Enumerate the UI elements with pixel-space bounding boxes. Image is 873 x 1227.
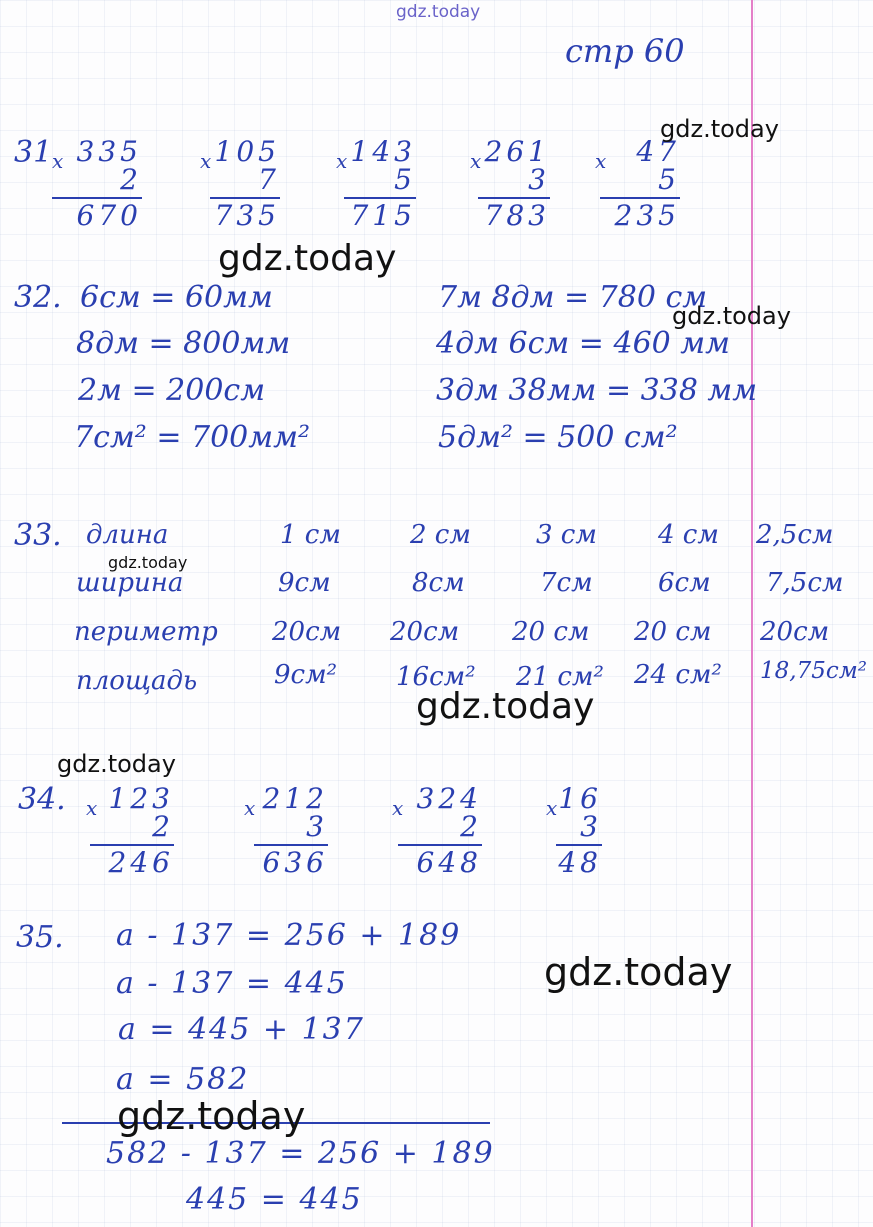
multiplier: 7 xyxy=(258,163,280,196)
multiplier: 5 xyxy=(394,163,416,196)
task33-cell: 8см xyxy=(412,568,465,598)
multiplier: 3 xyxy=(528,163,550,196)
task32-right-4: 5дм² = 500 см² xyxy=(438,420,678,455)
task32-right-2: 4дм 6см = 460 мм xyxy=(436,326,731,361)
page-label: стр 60 xyxy=(565,32,685,70)
task34-number: 34. xyxy=(18,782,66,817)
product: 235 xyxy=(614,199,680,232)
multiplier: 3 xyxy=(580,810,602,843)
task32-right-3: 3дм 38мм = 338 мм xyxy=(436,373,758,408)
task33-label-length: длина xyxy=(86,520,169,550)
multiplicand: 123 xyxy=(108,782,174,815)
multiply-sign: x xyxy=(52,149,64,173)
task32-right-1: 7м 8дм = 780 см xyxy=(438,280,708,315)
multiply-sign: x xyxy=(470,149,482,173)
watermark: gdz.today xyxy=(544,950,733,994)
watermark: gdz.today xyxy=(108,553,188,572)
task33-label-width: ширина xyxy=(76,568,184,598)
task33-cell: 7,5см xyxy=(766,568,844,598)
multiply-sign: x xyxy=(200,149,212,173)
task33-cell: 16см² xyxy=(396,662,476,692)
task33-number: 33. xyxy=(14,518,62,553)
task33-cell: 20 см xyxy=(512,617,590,647)
multiplier: 3 xyxy=(306,810,328,843)
watermark: gdz.today xyxy=(672,302,791,330)
task33-cell: 24 см² xyxy=(634,660,722,690)
multiplicand: 335 xyxy=(76,135,142,168)
task35-check-1: 582 - 137 = 256 + 189 xyxy=(106,1136,495,1171)
product: 48 xyxy=(558,846,602,879)
task33-cell: 20см xyxy=(272,617,342,647)
watermark: gdz.today xyxy=(117,1094,306,1138)
product: 783 xyxy=(484,199,550,232)
task33-cell: 3 см xyxy=(536,520,597,550)
multiply-sign: x xyxy=(86,796,98,820)
multiplicand: 261 xyxy=(484,135,550,168)
task35-line-3: a = 445 + 137 xyxy=(118,1012,365,1047)
task32-left-4: 7см² = 700мм² xyxy=(74,420,311,455)
margin-line xyxy=(751,0,753,1227)
multiplier: 2 xyxy=(460,810,482,843)
multiply-sign: x xyxy=(392,796,404,820)
product: 670 xyxy=(76,199,142,232)
task35-line-4: a = 582 xyxy=(116,1062,250,1097)
task33-cell: 2 см xyxy=(410,520,471,550)
product: 735 xyxy=(214,199,280,232)
watermark-top: gdz.today xyxy=(396,2,481,22)
task33-cell: 20 см xyxy=(634,617,712,647)
multiplicand: 143 xyxy=(350,135,416,168)
multiply-sign: x xyxy=(336,149,348,173)
multiplicand: 47 xyxy=(636,135,680,168)
multiply-sign: x xyxy=(546,796,558,820)
watermark: gdz.today xyxy=(416,686,595,727)
task33-cell: 1 см xyxy=(280,520,341,550)
task31-number: 31 xyxy=(14,135,53,170)
product: 715 xyxy=(350,199,416,232)
watermark: gdz.today xyxy=(57,750,176,778)
task33-cell: 21 см² xyxy=(516,662,604,692)
multiplicand: 212 xyxy=(262,782,328,815)
task33-cell: 6см xyxy=(658,568,711,598)
task35-line-1: a - 137 = 256 + 189 xyxy=(116,918,462,953)
task33-cell: 20см xyxy=(760,617,830,647)
product: 648 xyxy=(416,846,482,879)
task33-cell: 9см xyxy=(278,568,331,598)
task32-left-2: 8дм = 800мм xyxy=(76,326,291,361)
product: 246 xyxy=(108,846,174,879)
task33-cell: 9см² xyxy=(274,660,338,690)
watermark: gdz.today xyxy=(218,238,397,279)
multiplier: 2 xyxy=(152,810,174,843)
task33-cell: 20см xyxy=(390,617,460,647)
task35-line-2: a - 137 = 445 xyxy=(116,966,348,1001)
multiplier: 5 xyxy=(658,163,680,196)
task33-cell: 2,5см xyxy=(756,520,834,550)
multiplicand: 16 xyxy=(558,782,602,815)
task33-label-perimeter: периметр xyxy=(74,617,218,647)
multiplier: 2 xyxy=(120,163,142,196)
task33-cell: 7см xyxy=(540,568,593,598)
task35-check-2: 445 = 445 xyxy=(186,1182,363,1217)
task35-number: 35. xyxy=(16,920,64,955)
watermark: gdz.today xyxy=(660,115,779,143)
multiply-sign: x xyxy=(595,149,607,173)
multiplicand: 324 xyxy=(416,782,482,815)
task32-number: 32. xyxy=(14,280,62,315)
product: 636 xyxy=(262,846,328,879)
task32-left-1: 6см = 60мм xyxy=(80,280,273,315)
multiplicand: 105 xyxy=(214,135,280,168)
task33-cell: 4 см xyxy=(658,520,719,550)
task33-cell: 18,75см² xyxy=(760,658,868,684)
multiply-sign: x xyxy=(244,796,256,820)
task32-left-3: 2м = 200см xyxy=(78,373,266,408)
task33-label-area: площадь xyxy=(76,666,198,696)
